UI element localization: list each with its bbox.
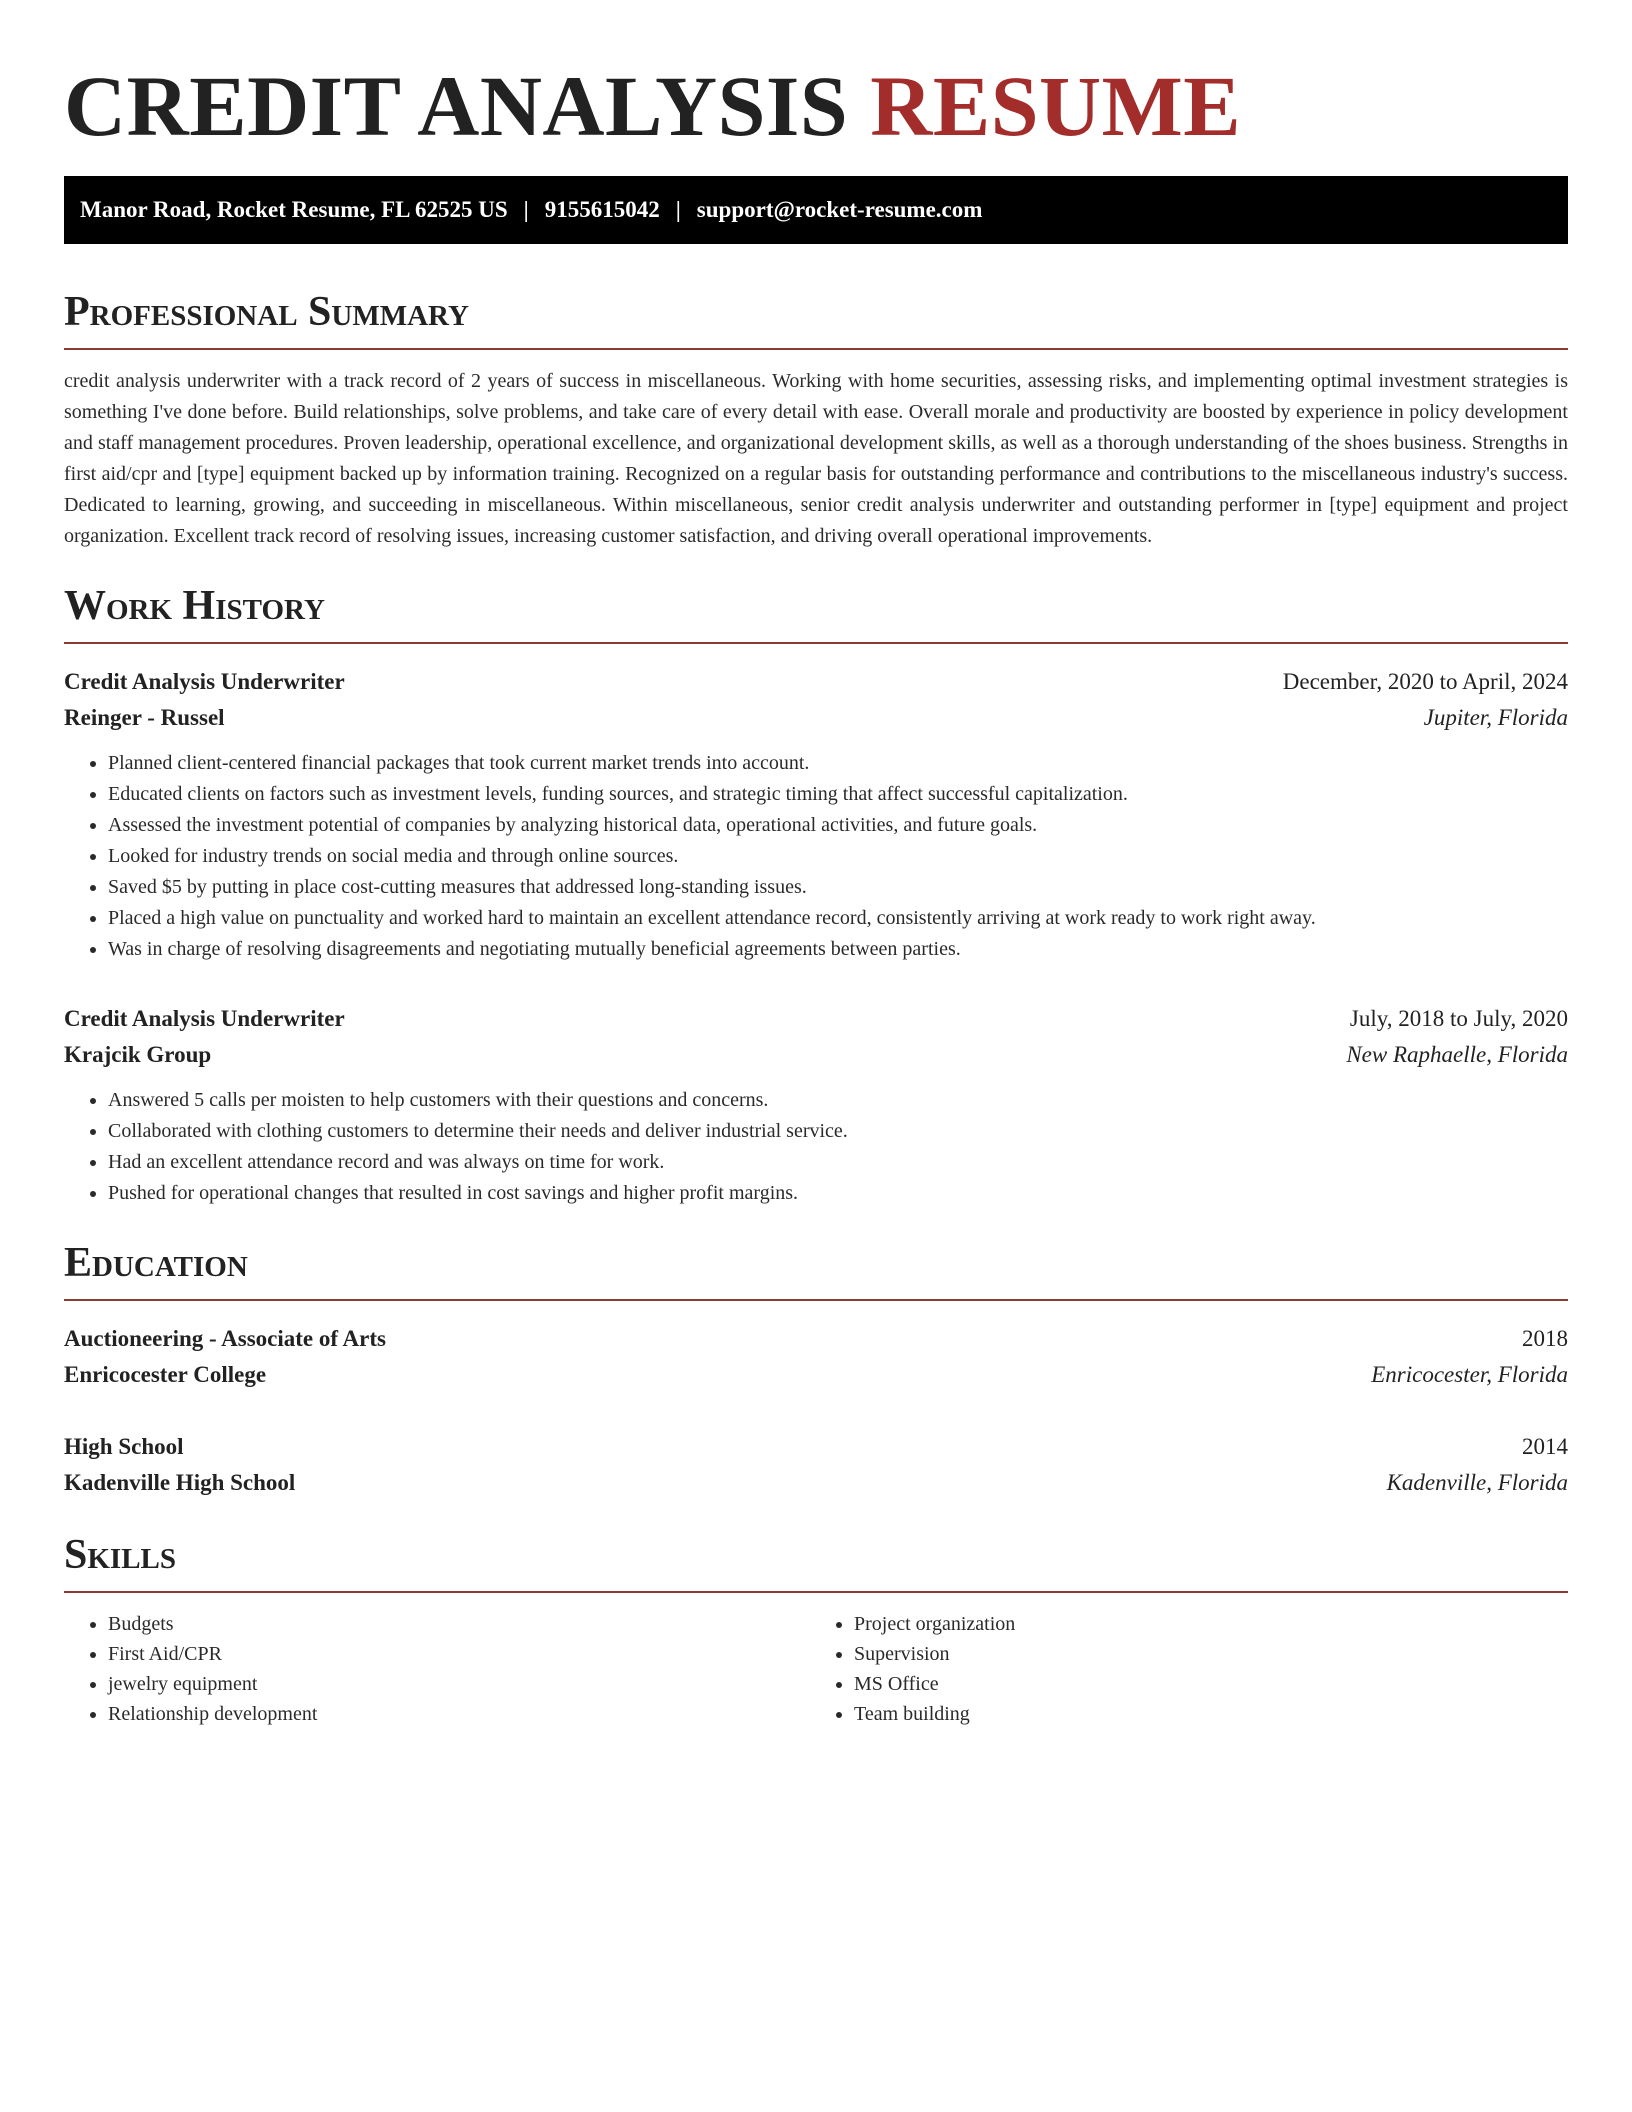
education-location: Kadenville, Florida [1386,1470,1568,1495]
title-main: CREDIT ANALYSIS [64,58,849,154]
job-bullets [64,1085,1568,1209]
job-title: Credit Analysis Underwriter [64,669,345,694]
summary-text: credit analysis underwriter with a track record of 2 years of success in miscellaneous. Working with home securities, assessing risks, and implementing optimal investment strategies is something I've done before. Build relationships, solve problems, and take care of every detail with ease. Overall morale and productivity are boosted by experience in policy development and staff management procedures. Proven leadership, operational excellence, and organizational development skills, as well as a thorough understanding of the shoes business. Strengths in first aid/cpr and [type] equipment backed up by information training. Recognized on a regular basis for outstanding performance and contributions to the miscellaneous industry's success. Dedicated to learning, growing, and succeeding in miscellaneous. Within miscellaneous, senior credit analysis underwriter and outstanding performer in [type] equipment and project organization. Excellent track record of resolving issues, increasing customer satisfaction, and driving overall operational improvements. [64,370,1568,547]
contact-address: Manor Road, Rocket Resume, FL 62525 US [80,197,508,222]
education-entry [64,1321,1568,1393]
title-accent: RESUME [870,58,1242,154]
list-item: • Supervision [854,1639,1544,1669]
job-location: New Raphaelle, Florida [1346,1042,1568,1067]
list-item: • Relationship development [108,1699,804,1729]
education-entry [64,1429,1568,1501]
resume-title [64,56,1568,156]
education-school: Enricocester College [64,1362,267,1387]
list-item: • Planned client-centered financial packages that took current market trends into account. [108,748,1568,779]
list-item: • Placed a high value on punctuality and worked hard to maintain an excellent attendance record, consistently arriving at work ready to work right away. [108,903,1568,934]
job-title: Credit Analysis Underwriter [64,1006,345,1031]
list-item: • Collaborated with clothing customers to determine their needs and deliver industrial service. [108,1116,1568,1147]
list-item: • Was in charge of resolving disagreements and negotiating mutually beneficial agreements between parties. [108,934,1568,965]
job-entry [64,664,1568,965]
education-degree: High School [64,1434,184,1459]
education-year: 2014 [1522,1434,1568,1459]
skills-heading: Skills [64,1531,1568,1593]
education-location: Enricocester, Florida [1371,1362,1568,1387]
list-item: • Educated clients on factors such as investment levels, funding sources, and strategic timing that affect successful capitalization. [108,779,1568,810]
summary-heading: Professional Summary [64,288,1568,350]
skills-list [64,1609,1568,1729]
job-company: Krajcik Group [64,1042,212,1067]
list-item: • Saved $5 by putting in place cost-cutting measures that addressed long-standing issues. [108,872,1568,903]
contact-bar [64,176,1568,244]
resume-page [64,56,1568,1729]
job-location: Jupiter, Florida [1423,705,1568,730]
list-item: • Assessed the investment potential of companies by analyzing historical data, operational activities, and future goals. [108,810,1568,841]
contact-phone: 9155615042 [544,197,660,222]
list-item: • Looked for industry trends on social media and through online sources. [108,841,1568,872]
list-item: • Team building [854,1699,1544,1729]
job-dates: July, 2018 to July, 2020 [1349,1006,1568,1031]
work-history-heading: Work History [64,582,1568,644]
job-entry [64,1001,1568,1209]
list-item: • MS Office [854,1669,1544,1699]
education-school: Kadenville High School [64,1470,296,1495]
contact-separator: | [675,197,681,222]
education-degree: Auctioneering - Associate of Arts [64,1326,386,1351]
education-heading: Education [64,1239,1568,1301]
list-item: • jewelry equipment [108,1669,804,1699]
job-bullets [64,748,1568,965]
job-dates: December, 2020 to April, 2024 [1282,669,1568,694]
list-item: • Budgets [108,1609,804,1639]
job-company: Reinger - Russel [64,705,225,730]
skills-column-right [804,1609,1544,1729]
education-year: 2018 [1522,1326,1568,1351]
contact-separator: | [523,197,529,222]
contact-email: support@rocket-resume.com [696,197,983,222]
list-item: • Project organization [854,1609,1544,1639]
skills-column-left [64,1609,804,1729]
list-item: • Answered 5 calls per moisten to help customers with their questions and concerns. [108,1085,1568,1116]
list-item: • Pushed for operational changes that resulted in cost savings and higher profit margins. [108,1178,1568,1209]
list-item: • First Aid/CPR [108,1639,804,1669]
list-item: • Had an excellent attendance record and was always on time for work. [108,1147,1568,1178]
